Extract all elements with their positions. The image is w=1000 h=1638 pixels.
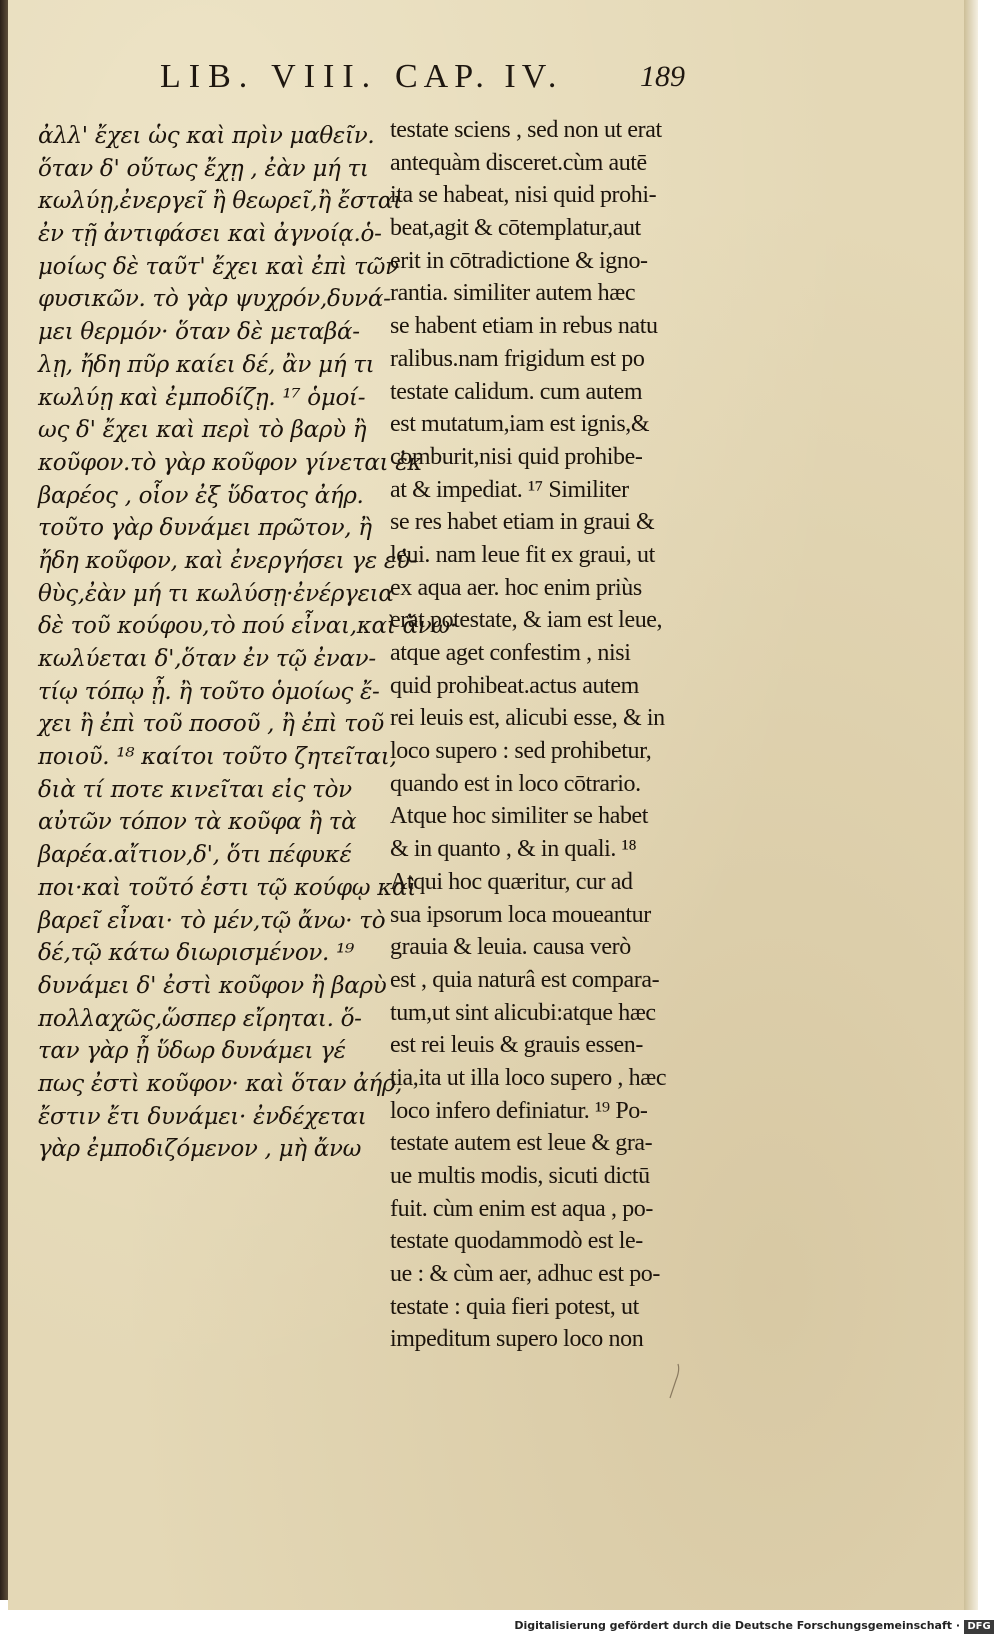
latin-text-line: atque aget confestim , nisi	[390, 640, 631, 666]
latin-text-line: leui. nam leue fit ex graui, ut	[390, 541, 655, 568]
page-number: 189	[640, 60, 685, 93]
greek-text-line: δέ,τῷ κάτω διωρισμένον. ¹⁹	[38, 940, 354, 967]
latin-text-line: impeditum supero loco non	[390, 1326, 644, 1353]
latin-text-line: est rei leuis & grauis essen-	[390, 1032, 643, 1059]
greek-text-line: ἐν τῇ ἀντιφάσει καὶ ἀγνοίᾳ.ὁ-	[38, 221, 382, 248]
chapter-number: CAP. IV.	[395, 58, 563, 95]
latin-text-line: testate : quia fieri potest, ut	[390, 1293, 639, 1320]
greek-text-line: δὲ τοῦ κούφου,τὸ πού εἶναι,καὶ ἄνω·	[38, 613, 457, 640]
latin-text-line: quando est in loco cōtrario.	[390, 770, 641, 797]
latin-text-line: ralibus.nam frigidum est po	[390, 345, 645, 372]
running-head	[160, 58, 720, 108]
latin-text-line: est , quia naturâ est compara-	[390, 966, 660, 993]
latin-text-line: at & impediat. ¹⁷ Similiter	[390, 476, 629, 503]
pencil-mark	[640, 1360, 700, 1400]
greek-text-line: μει θερμόν· ὅταν δὲ μεταβά-	[38, 319, 360, 346]
latin-text-line: erit in cōtradictione & igno-	[390, 247, 648, 274]
greek-text-line: διὰ τί ποτε κινεῖται εἰς τὸν	[38, 776, 352, 803]
latin-text-line: est mutatum,iam est ignis,&	[390, 411, 650, 438]
greek-text-line: πως ἐστὶ κοῦφον· καὶ ὅταν ἀήρ,	[38, 1070, 403, 1097]
greek-text-line: μοίως δὲ ταῦτ' ἔχει καὶ ἐπὶ τῶν	[38, 253, 399, 280]
greek-text-line: βαρέα.αἴτιον,δ', ὅτι πέφυκέ	[38, 842, 352, 869]
greek-text-line: δυνάμει δ' ἐστὶ κοῦφον ἢ βαρὺ	[38, 972, 387, 999]
greek-text-line: γὰρ ἐμποδιζόμενον , μὴ ἄνω	[38, 1136, 362, 1163]
latin-text-line: Atqui hoc quæritur, cur ad	[390, 868, 633, 895]
greek-text-line: τίῳ τόπῳ ᾖ. ἢ τοῦτο ὁμοίως ἔ-	[38, 678, 380, 705]
latin-text-line: testate autem est leue & gra-	[390, 1130, 653, 1157]
greek-text-line: ἀλλ' ἔχει ὡς καὶ πρὶν μαθεῖν.	[38, 123, 375, 149]
greek-text-line: ποιοῦ. ¹⁸ καίτοι τοῦτο ζητεῖται,	[38, 744, 397, 771]
greek-text-line: κωλύῃ,ἐνεργεῖ ἢ θεωρεῖ,ἢ ἔσται	[38, 188, 402, 215]
dfg-logo: DFG	[964, 1620, 994, 1634]
latin-text-line: erat potestate, & iam est leue,	[390, 607, 663, 634]
latin-text-line: tia,ita ut illa loco supero , hæc	[390, 1064, 667, 1091]
greek-text-line: ὅταν δ' οὕτως ἔχῃ , ἐὰν μή τι	[38, 155, 369, 182]
latin-text-line: Atque hoc similiter se habet	[390, 803, 649, 830]
latin-text-line: antequàm disceret.cùm autē	[390, 149, 647, 176]
greek-text-line: θὺς,ἐὰν μή τι κωλύσῃ·ἐνέργεια	[38, 580, 394, 607]
latin-text-line: ex aqua aer. hoc enim priùs	[390, 574, 642, 601]
latin-text-line: se res habet etiam in graui &	[390, 509, 655, 536]
latin-text-line: sua ipsorum loca moueantur	[390, 901, 651, 928]
greek-text-line: βαρέος , οἷον ἐξ ὕδατος ἀήρ.	[38, 482, 364, 509]
latin-text-line: beat,agit & cōtemplatur,aut	[390, 215, 641, 242]
latin-text-line: testate quodammodò est le-	[390, 1228, 643, 1255]
latin-text-line: testate sciens , sed non ut erat	[390, 117, 662, 143]
latin-text-column	[390, 114, 720, 1356]
latin-text-line: tum,ut sint alicubi:atque hæc	[390, 999, 656, 1026]
digitization-credit: Digitalisierung gefördert durch die Deutsche Forschungsgemeinschaft ·	[514, 1619, 960, 1632]
greek-text-line: ἤδη κοῦφον, καὶ ἐνεργήσει γε εὐ-	[38, 547, 418, 574]
latin-text-line: ue multis modis, sicuti dictū	[390, 1163, 650, 1189]
latin-text-line: rantia. similiter autem hæc	[390, 280, 636, 307]
greek-text-line: χει ἢ ἐπὶ τοῦ ποσοῦ , ἢ ἐπὶ τοῦ	[38, 711, 384, 738]
greek-text-line: φυσικῶν. τὸ γὰρ ψυχρόν,δυνά-	[38, 286, 391, 313]
latin-text-line: grauia & leuia. causa verò	[390, 934, 631, 961]
latin-text-line: se habent etiam in rebus natu	[390, 313, 658, 340]
greek-text-line: βαρεῖ εἶναι· τὸ μέν,τῷ ἄνω· τὸ	[38, 907, 386, 934]
greek-text-line: κοῦφον.τὸ γὰρ κοῦφον γίνεται ἐκ	[38, 449, 423, 476]
latin-text-line: comburit,nisi quid prohibe-	[390, 443, 643, 470]
greek-text-line: ποι·καὶ τοῦτό ἐστι τῷ κούφῳ καὶ	[38, 874, 416, 901]
greek-text-line: λῃ, ἤδη πῦρ καίει δέ, ἂν μή τι	[38, 351, 375, 378]
greek-text-line: αὐτῶν τόπον τὰ κοῦφα ἢ τὰ	[38, 809, 357, 836]
greek-text-line: ἔστιν ἔτι δυνάμει· ἐνδέχεται	[38, 1103, 367, 1130]
latin-text-line: quid prohibeat.actus autem	[390, 672, 639, 699]
greek-text-line: ταν γὰρ ᾖ ὕδωρ δυνάμει γέ	[38, 1038, 346, 1065]
greek-text-line: τοῦτο γὰρ δυνάμει πρῶτον, ἢ	[38, 515, 372, 542]
greek-text-line: πολλαχῶς,ὥσπερ εἴρηται. ὅ-	[38, 1005, 362, 1032]
greek-text-line: κωλύεται δ',ὅταν ἐν τῷ ἐναν-	[38, 646, 376, 672]
page-right-edge	[964, 0, 978, 1610]
latin-text-line: testate calidum. cum autem	[390, 378, 643, 405]
latin-text-line: rei leuis est, alicubi esse, & in	[390, 705, 665, 732]
book-number: LIB. VIII.	[160, 58, 379, 95]
greek-text-line: ως δ' ἔχει καὶ περὶ τὸ βαρὺ ἢ	[38, 417, 367, 444]
latin-text-line: ita se habeat, nisi quid prohi-	[390, 182, 657, 209]
latin-text-line: loco supero : sed prohibetur,	[390, 738, 652, 765]
greek-text-column	[38, 120, 457, 1166]
latin-text-line: loco infero definiatur. ¹⁹ Po-	[390, 1097, 648, 1124]
latin-text-line: & in quanto , & in quali. ¹⁸	[390, 836, 637, 863]
latin-text-line: fuit. cùm enim est aqua , po-	[390, 1195, 653, 1222]
greek-text-line: κωλύῃ καὶ ἐμποδίζῃ. ¹⁷ ὁμοί-	[38, 384, 366, 411]
latin-text-line: ue : & cùm aer, adhuc est po-	[390, 1261, 661, 1288]
